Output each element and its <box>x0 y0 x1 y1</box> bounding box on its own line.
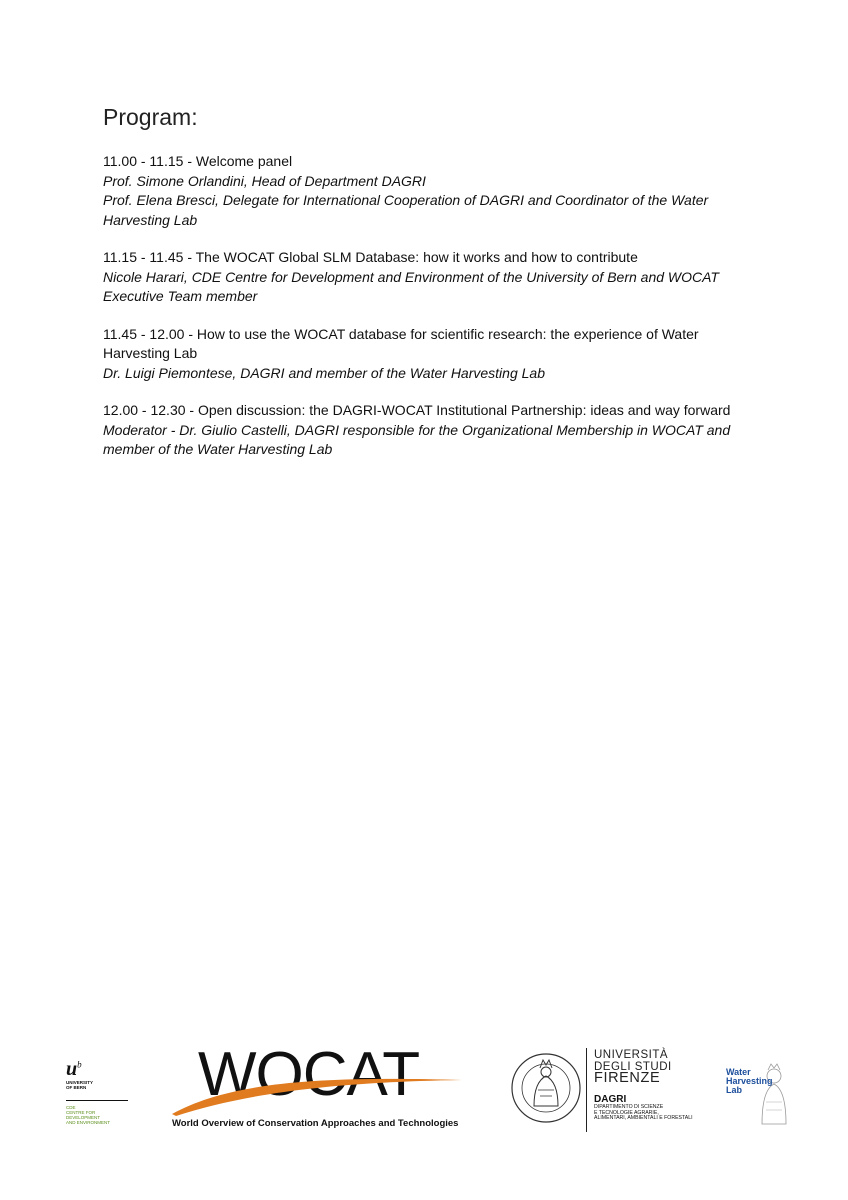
program-item-heading: 12.00 - 12.30 - Open discussion: the DAGRI-WOCAT Institutional Partnership: ideas and way forward <box>103 402 731 418</box>
program-item-heading-cont: Harvesting Lab <box>103 345 198 361</box>
unifi-name: UNIVERSITÀ DEGLI STUDI FIRENZE <box>594 1049 672 1086</box>
unibern-name: UNIVERSITY OF BERN <box>66 1080 94 1090</box>
program-item-heading: 11.15 - 11.45 - The WOCAT Global SLM Database: how it works and how to contribute <box>103 249 638 265</box>
unibern-logo <box>66 1054 128 1124</box>
program-item <box>103 248 753 307</box>
program-item-heading: 11.00 - 11.15 - Welcome panel <box>103 153 293 169</box>
whl-name: Water Harvesting Lab <box>726 1067 773 1095</box>
program-speaker: member of the Water Harvesting Lab <box>103 441 333 457</box>
unibern-rule <box>66 1100 128 1101</box>
program-speaker: Prof. Simone Orlandini, Head of Department DAGRI <box>103 172 426 189</box>
program-item <box>103 325 753 384</box>
program-speaker: Moderator - Dr. Giulio Castelli, DAGRI responsible for the Organizational Membership in WOCAT and <box>103 421 731 438</box>
cde-name: CDE CENTRE FOR DEVELOPMENT AND ENVIRONMENT <box>66 1105 111 1125</box>
program-speaker: Harvesting Lab <box>103 211 198 228</box>
unifi-divider <box>586 1048 587 1132</box>
program-list <box>103 152 753 478</box>
wocat-swoosh <box>170 1072 466 1118</box>
unifi-logo <box>510 1046 710 1132</box>
wocat-subtitle: World Overview of Conservation Approaches and Technologies <box>172 1118 459 1129</box>
program-speaker: Dr. Luigi Piemontese, DAGRI and member of the Water Harvesting Lab <box>103 364 545 381</box>
unifi-seal <box>510 1046 582 1128</box>
page-title: Program: <box>103 104 198 130</box>
water-harvesting-lab-logo <box>724 1062 794 1132</box>
wocat-wordmark: WOCAT <box>198 1040 420 1109</box>
dagri-department: DIPARTIMENTO DI SCIENZE E TECNOLOGIE AGRARIE, ALIMENTARI, AMBIENTALI E FORESTALI <box>594 1104 693 1122</box>
program-speaker: Nicole Harari, CDE Centre for Development and Environment of the University of Bern and WOCAT <box>103 268 719 285</box>
program-speaker: Executive Team member <box>103 288 258 304</box>
program-item-heading: 11.45 - 12.00 - How to use the WOCAT database for scientific research: the experience of Water <box>103 325 699 342</box>
program-speaker: Prof. Elena Bresci, Delegate for International Cooperation of DAGRI and Coordinator of the Water <box>103 192 709 208</box>
program-item <box>103 401 753 460</box>
footer-logos <box>0 1040 848 1140</box>
unibern-mark: $u^b$ <box>66 1058 82 1080</box>
program-item <box>103 152 753 230</box>
wocat-logo <box>170 1040 466 1136</box>
dagri-label: DAGRI <box>594 1094 627 1105</box>
